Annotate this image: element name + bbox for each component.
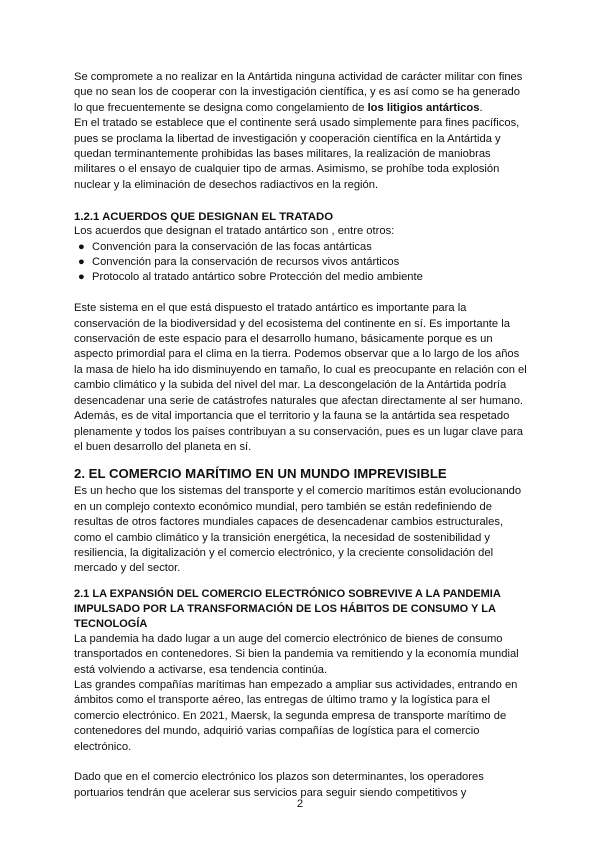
bullet-icon: ● — [78, 256, 85, 269]
intro-period: . — [479, 101, 483, 114]
bold-term: los litigios antárticos — [367, 101, 480, 114]
list-item-text: Convención para la conservación de recursos vivos antárticos — [92, 256, 400, 269]
bullet-icon: ● — [78, 240, 85, 253]
intro-text: Se compromete a no realizar en la Antártida ninguna actividad de carácter militar con fines que no sean los de cooperar con la investigación científica, y es así como se ha generado lo que frecuentemente se designa como congelamiento de — [74, 71, 523, 114]
list-item — [78, 240, 529, 255]
page-content — [74, 70, 529, 801]
section-heading-1-2-1: 1.2.1 ACUERDOS QUE DESIGNAN EL TRATADO — [74, 211, 334, 224]
ecommerce-paragraph-3: Dado que en el comercio electrónico los plazos son determinantes, los operadores portuarios tendrán que acelerar sus servicios para seguir siendo competitivos y — [74, 771, 484, 799]
section-heading-2-1: 2.1 LA EXPANSIÓN DEL COMERCIO ELECTRÓNICO SOBREVIVE A LA PANDEMIA IMPULSADO POR LA TRANSFORMACIÓN DE LOS HÁBITOS DE CONSUMO Y LA TECNOLOGÍA — [74, 587, 501, 630]
page-number: 2 — [296, 798, 304, 810]
maritime-paragraph: Es un hecho que los sistemas del transporte y el comercio marítimos están evolucionando en un complejo contexto económico mundial, pero también se están redefiniendo de resultas de otros factores mundiales capaces de desencadenar cambios estructurales, como el cambio climático y la transición energética, la necesidad de sostenibilidad y resiliencia, la digitalización y el comercio electrónico, y la creciente consolidación del mercado y del sector. — [74, 485, 522, 575]
list-item-text: Protocolo al tratado antártico sobre Protección del medio ambiente — [92, 271, 423, 284]
spacer — [74, 755, 529, 770]
list-item — [78, 270, 529, 285]
intro-paragraph-2: En el tratado se establece que el continente será usado simplemente para fines pacíficos, pues se proclama la libertad de investigación y cooperación científica en la Antártida y quedan terminantemente prohibidas las bases militares, la realización de maniobras militares o el ensayo de cualquier tipo de armas. Asimismo, se prohíbe toda explosión nuclear y la eliminación de desechos radiactivos en la región. — [74, 117, 520, 191]
agreements-list — [74, 240, 529, 286]
bullet-icon: ● — [78, 271, 85, 284]
list-item-text: Convención para la conservación de las focas antárticas — [92, 240, 372, 253]
list-item — [78, 255, 529, 270]
ecommerce-paragraph-1: La pandemia ha dado lugar a un auge del comercio electrónico de bienes de consumo transportados en contenedores. Si bien la pandemia va remitiendo y la economía mundial está volviendo a activarse, esa tendencia continúa. — [74, 632, 519, 676]
section-lead: Los acuerdos que designan el tratado antártico son , entre otros: — [74, 225, 395, 238]
intro-paragraph-1 — [74, 70, 529, 116]
conservation-paragraph: Este sistema en el que está dispuesto el tratado antártico es importante para la conservación de la biodiversidad y del ecosistema del continente en sí. Es importante la conservación de este espacio para el desarrollo humano, básicamente porque es un aspecto primordial para el clima en la tierra. Podemos observar que a lo largo de los años la masa de hielo ha ido disminuyendo en tamaño, lo cual es preocupante en relación con el cambio climático y la subida del nivel del mar. La descongelación de la Antártida podría desencadenar una serie de catástrofes naturales que afectan directamente al ser humano. Además, es de vital importancia que el territorio y la fauna se la antártida sea respetado plenamente y todos los países contribuyan a su conservación, pues es un lugar clave para el buen desarrollo del planeta en sí. — [74, 302, 527, 453]
ecommerce-paragraph-2: Las grandes compañías marítimas han empezado a ampliar sus actividades, entrando en ámbitos como el transporte aéreo, las entregas de último tramo y la logística para el comercio electrónico. En 2021, Maersk, la segunda empresa de transporte marítimo de contenedores del mundo, adquirió varias compañías de logística para el comercio electrónico. — [74, 678, 518, 753]
spacer — [74, 286, 529, 301]
section-heading-2: 2. EL COMERCIO MARÍTIMO EN UN MUNDO IMPREVISIBLE — [74, 466, 447, 482]
